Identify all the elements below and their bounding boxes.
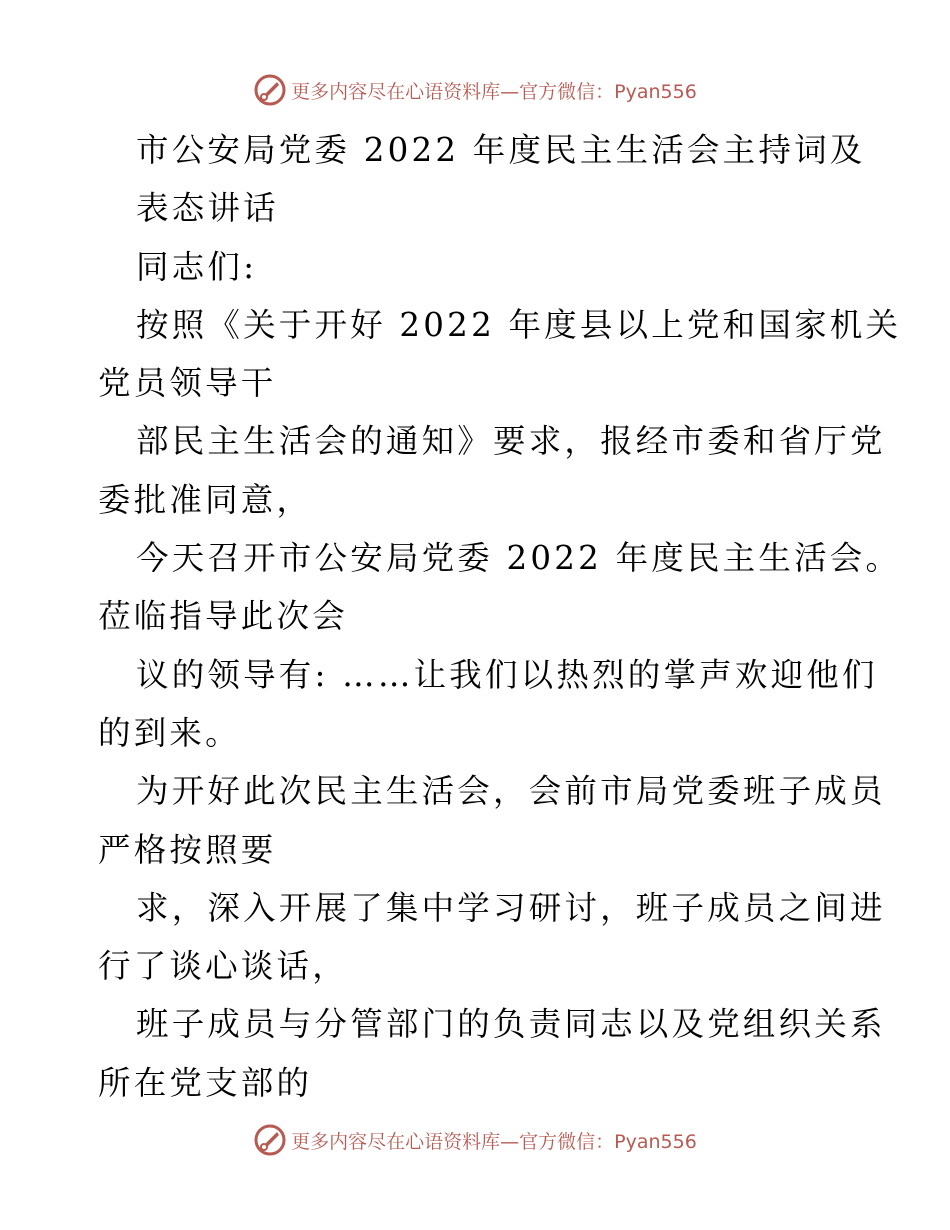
paragraph-line: 所在党支部的	[98, 1063, 313, 1102]
paragraph-line: 的到来。	[98, 713, 241, 752]
footer-banner	[0, 1120, 950, 1160]
paragraph-line: 党员领导干	[98, 364, 277, 403]
footer-banner-text: 更多内容尽在心语资料库—官方微信：Pyan556	[291, 1130, 697, 1153]
paragraph-line: 行了谈心谈话，	[98, 947, 348, 986]
quill-logo-icon	[253, 73, 287, 107]
paragraph-line: 严格按照要	[98, 830, 277, 869]
paragraph-line: 按照《关于开好 2022 年度县以上党和国家机关	[136, 305, 902, 344]
paragraph-line: 为开好此次民主生活会，会前市局党委班子成员	[136, 772, 886, 811]
paragraph-line: 今天召开市公安局党委 2022 年度民主生活会。	[136, 539, 902, 578]
paragraph-line: 议的领导有: ……让我们以热烈的掌声欢迎他们	[136, 655, 878, 694]
document-body	[98, 121, 902, 1112]
paragraph-line: 莅临指导此次会	[98, 597, 348, 636]
paragraph-line: 班子成员与分管部门的负责同志以及党组织关系	[136, 1005, 886, 1044]
header-banner-text: 更多内容尽在心语资料库—官方微信：Pyan556	[291, 80, 697, 103]
paragraph-line: 求，深入开展了集中学习研讨，班子成员之间进	[136, 888, 886, 927]
paragraph-line: 部民主生活会的通知》要求，报经市委和省厅党	[136, 422, 886, 461]
salutation: 同志们:	[136, 247, 258, 286]
paragraph-line: 委批准同意，	[98, 480, 313, 519]
quill-logo-icon	[253, 1123, 287, 1157]
document-title-line-1: 市公安局党委 2022 年度民主生活会主持词及	[136, 131, 866, 169]
header-banner	[0, 70, 950, 110]
document-title-line-2: 表态讲话	[136, 189, 279, 228]
